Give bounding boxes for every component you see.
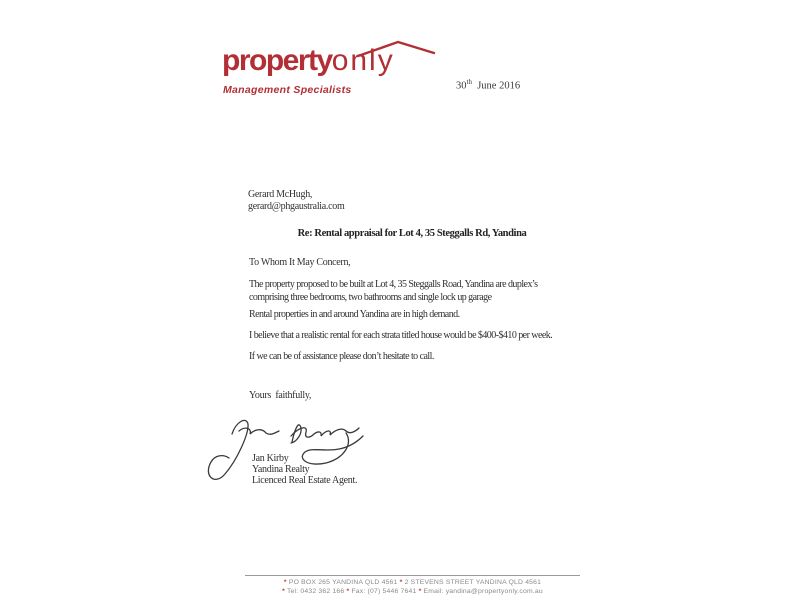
footer-po-box: PO BOX 265 YANDINA QLD 4561 bbox=[288, 579, 398, 586]
signatory-company: Yandina Realty bbox=[252, 464, 310, 475]
footer-bullet-icon: * bbox=[282, 588, 285, 595]
footer-email: Email: yandina@propertyonly.com.au bbox=[423, 588, 543, 595]
letter-date bbox=[456, 78, 520, 92]
logo-brand-light: only bbox=[331, 44, 395, 77]
footer-divider bbox=[245, 575, 580, 576]
footer-contact-line bbox=[225, 588, 600, 595]
body-line-5: If we can be of assistance please don’t hesitate to call. bbox=[249, 351, 434, 362]
closing-phrase: Yours faithfully, bbox=[249, 390, 312, 401]
date-day: 30 bbox=[456, 80, 467, 92]
logo-tagline: Management Specialists bbox=[223, 84, 352, 96]
footer-address-line bbox=[225, 579, 600, 586]
body-line-4: I believe that a realistic rental for each strata titled house would be $400-$410 per week. bbox=[249, 330, 553, 341]
body-line-3: Rental properties in and around Yandina are in high demand. bbox=[249, 309, 460, 320]
logo-brand-bold: property bbox=[222, 44, 332, 77]
footer-fax: Fax: (07) 5446 7641 bbox=[351, 588, 417, 595]
roof-icon bbox=[356, 40, 436, 58]
footer-tel: Tel: 0432 362 166 bbox=[286, 588, 345, 595]
subject-line: Re: Rental appraisal for Lot 4, 35 Steggalls Rd, Yandina bbox=[297, 228, 527, 239]
recipient-name: Gerard McHugh, bbox=[248, 189, 313, 200]
footer-bullet-icon: * bbox=[399, 579, 403, 586]
salutation: To Whom It May Concern, bbox=[249, 257, 351, 268]
signatory-name: Jan Kirby bbox=[252, 453, 289, 464]
footer-bullet-icon: * bbox=[418, 588, 422, 595]
signatory-title: Licenced Real Estate Agent. bbox=[252, 475, 358, 486]
footer-street-address: 2 STEVENS STREET YANDINA QLD 4561 bbox=[404, 579, 542, 586]
body-line-1: The property proposed to be built at Lot 4, 35 Steggalls Road, Yandina are duplex’s bbox=[249, 279, 538, 290]
footer-bullet-icon: * bbox=[283, 579, 287, 586]
date-rest: June 2016 bbox=[471, 80, 521, 92]
date-ordinal-suffix: th bbox=[466, 78, 472, 86]
footer-bullet-icon: * bbox=[346, 588, 350, 595]
body-line-2: comprising three bedrooms, two bathrooms and single lock up garage bbox=[249, 292, 492, 303]
recipient-email: gerard@phgaustralia.com bbox=[248, 201, 345, 212]
